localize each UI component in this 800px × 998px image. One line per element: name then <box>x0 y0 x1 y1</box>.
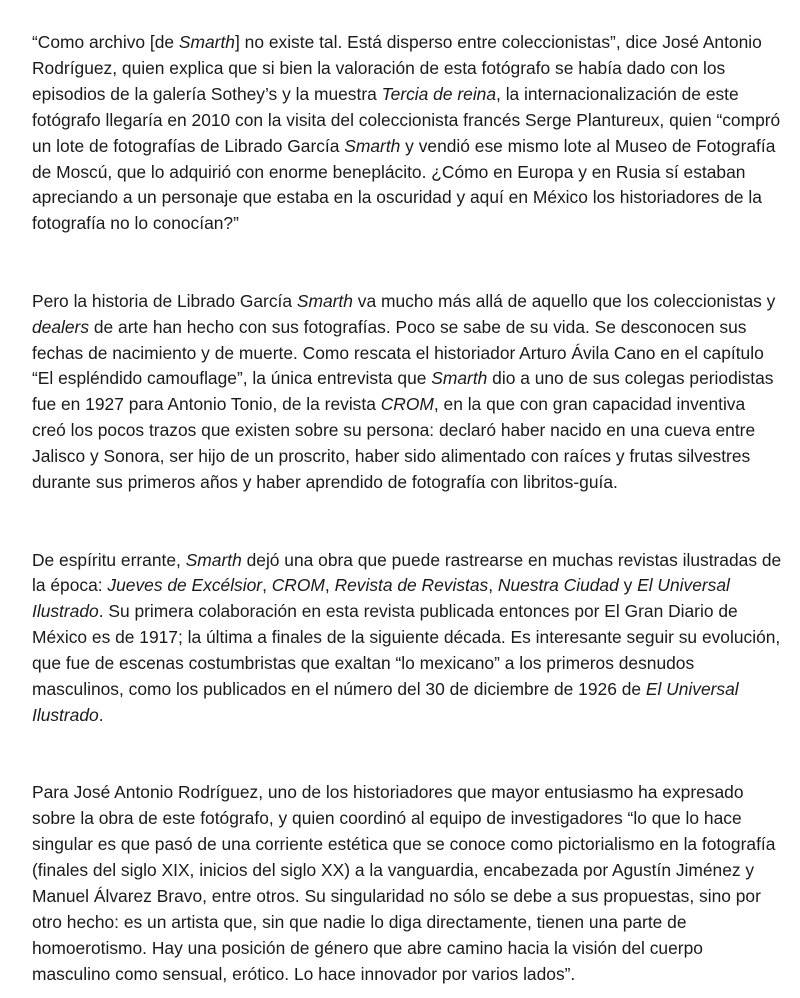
text-run: y <box>618 575 638 596</box>
italic-text-run: Smarth <box>296 290 353 311</box>
paragraph-2 <box>32 289 782 496</box>
italic-text-run: Tercia de reina <box>381 83 497 104</box>
italic-text-run: CROM <box>380 394 434 415</box>
italic-text-run: Jueves de Excélsior <box>107 575 263 596</box>
text-run: , en la que con gran capacidad inventiva creó los pocos trazos que existen sobre su persona: declaró haber nacido en una cueva entre Jalisco y Sonora, ser hijo de un proscrito, haber sido alimentado con raíces y frutas silvestres durante sus primeros años y haber aprendido de fotografía con libritos-guía. <box>32 394 756 493</box>
text-run: , la internacionalización de este fotógrafo llegaría en 2010 con la visita del coleccionista francés Serge Plantureux, quien “compró un lote de fotografías de Librado García <box>32 83 781 156</box>
text-run: dio a uno de sus colegas periodistas fue en 1927 para Antonio Tonio, de la revista <box>32 368 774 415</box>
text-run: y vendió ese mismo lote al Museo de Fotografía de Moscú, que lo adquirió con enorme beneplácito. ¿Cómo en Europa y en Rusia sí estaban apreciando a un personaje que estaba en la oscuridad y aquí en México los historiadores de la fotografía no lo conocían?” <box>32 135 776 234</box>
text-run: De espíritu errante, <box>32 549 186 570</box>
paragraph-4 <box>32 780 782 987</box>
paragraph-3 <box>32 548 782 729</box>
text-run: . Su primera colaboración en esta revista publicada entonces por El Gran Diario de México es de 1917; la última a finales de la siguiente década. Es interesante seguir su evolución, que fue de escenas costumbristas que exaltan “lo mexicano” a los primeros desnudos masculinos, como los publicados en el número del 30 de diciembre de 1926 de <box>32 601 781 700</box>
italic-text-run: Smarth <box>178 32 235 52</box>
text-run: va mucho más allá de aquello que los coleccionistas y <box>352 290 776 311</box>
text-run: , <box>262 575 272 596</box>
italic-text-run: El Universal Ilustrado <box>32 679 739 725</box>
italic-text-run: Smarth <box>344 135 401 156</box>
italic-text-run: dealers <box>32 316 90 337</box>
text-run: “Como archivo [de <box>32 32 179 52</box>
italic-text-run: Nuestra Ciudad <box>497 575 619 596</box>
text-run: , <box>488 575 498 596</box>
paragraph-1 <box>32 30 782 237</box>
italic-text-run: El Universal Ilustrado <box>32 575 730 622</box>
text-run: ] no existe tal. Está disperso entre coleccionistas”, dice José Antonio Rodríguez, quien explica que si bien la valoración de esta fotógrafo se había dado con los episodios de la galería Sothey’s y la muestra <box>32 32 762 104</box>
text-run: Para José Antonio Rodríguez, uno de los historiadores que mayor entusiasmo ha expresado sobre la obra de este fotógrafo, y quien coordinó al equipo de investigadores “lo que lo hace singular es que pasó de una corriente estética que se conoce como pictorialismo en la fotografía (finales del siglo XIX, inicios del siglo XX) a la vanguardia, encabezada por Agustín Jiménez y Manuel Álvarez Bravo, entre otros. Su singularidad no sólo se debe a sus propuestas, sino por otro hecho: es un artista que, sin que nadie lo diga directamente, tienen una parte de homoerotismo. Hay una posición de género que abre camino hacia la visión del cuerpo masculino como sensual, erótico. Lo hace innovador por varios lados”. <box>32 782 776 984</box>
italic-text-run: Smarth <box>431 368 488 389</box>
text-run: de arte han hecho con sus fotografías. Poco se sabe de su vida. Se desconocen sus fechas de nacimiento y de muerte. Como rescata el historiador Arturo Ávila Cano en el capítulo “El espléndido camouflage”, la única entrevista que <box>32 316 764 389</box>
text-run: Pero la historia de Librado García <box>32 290 297 311</box>
text-run: , <box>324 575 335 596</box>
text-run: . <box>98 704 104 725</box>
italic-text-run: Smarth <box>185 549 242 570</box>
italic-text-run: Revista de Revistas <box>334 575 489 596</box>
italic-text-run: CROM <box>271 575 325 596</box>
text-run: dejó una obra que puede rastrearse en muchas revistas ilustradas de la época: <box>32 549 782 596</box>
